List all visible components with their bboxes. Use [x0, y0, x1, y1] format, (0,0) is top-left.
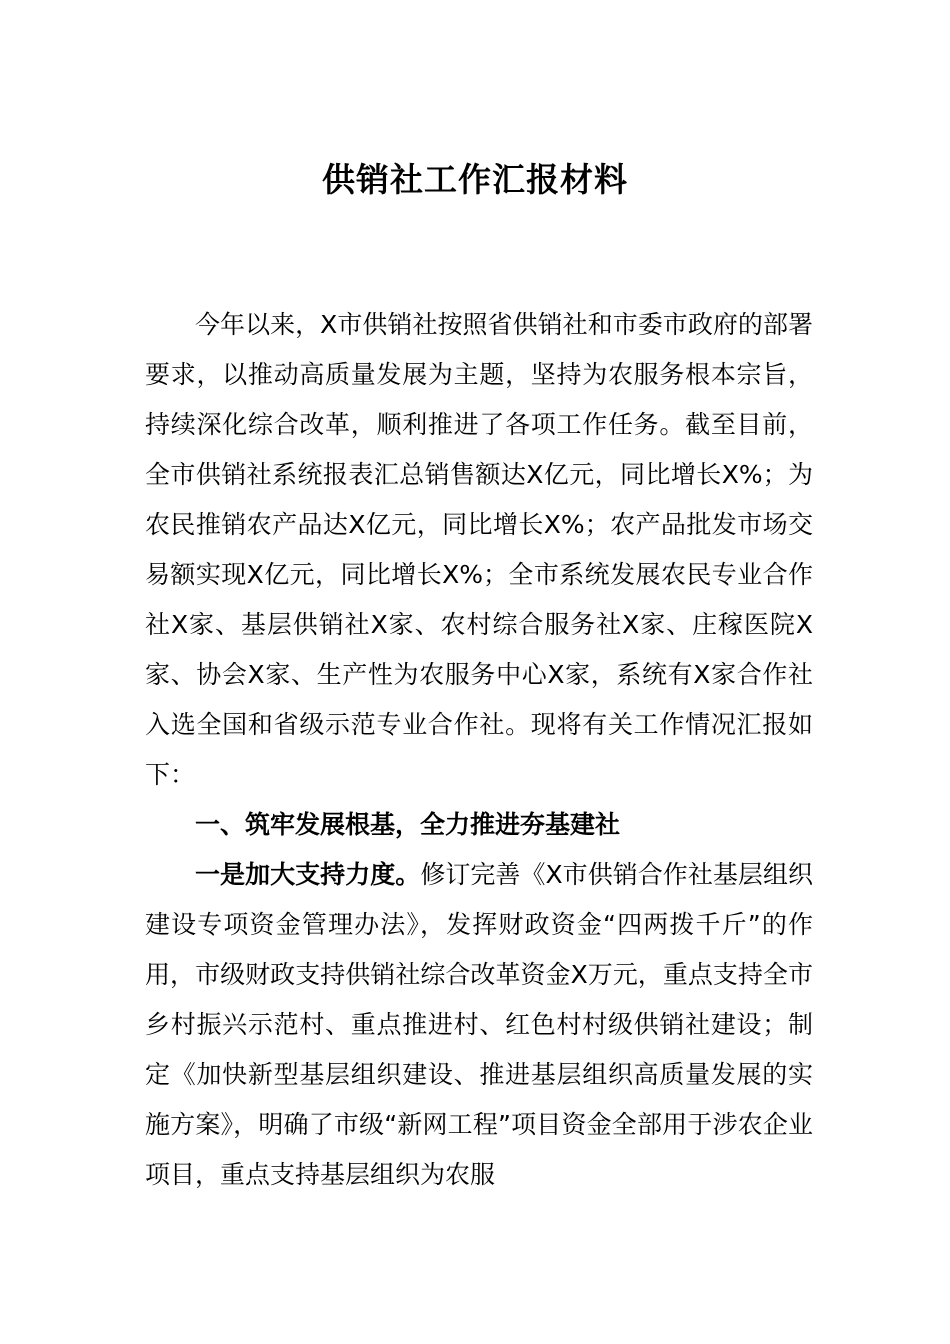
document-body [145, 300, 813, 1200]
section-heading: 一、筑牢发展根基，全力推进夯基建社 [195, 810, 621, 839]
document-title: 供销社工作汇报材料 [322, 160, 628, 199]
item-text: 修订完善《X市供销合作社基层组织建设专项资金管理办法》，发挥财政资金“四两拨千斤”的作用，市级财政支持供销社综合改革资金X万元，重点支持全市乡村振兴示范村、重点推进村、红色村村级供销社建设；制定《加快新型基层组织建设、推进基层组织高质量发展的实施方案》，明确了市级“新网工程”项目资金全部用于涉农企业项目，重点支持基层组织为农服 [145, 860, 813, 1189]
intro-paragraph: 今年以来，X市供销社按照省供销社和市委市政府的部署要求，以推动高质量发展为主题，坚持为农服务根本宗旨，持续深化综合改革，顺利推进了各项工作任务。截至目前，全市供销社系统报表汇总销售额达X亿元，同比增长X%；为农民推销农产品达X亿元，同比增长X%；农产品批发市场交易额实现X亿元，同比增长X%；全市系统发展农民专业合作社X家、基层供销社X家、农村综合服务社X家、庄稼医院X家、协会X家、生产性为农服务中心X家，系统有X家合作社入选全国和省级示范专业合作社。现将有关工作情况汇报如下： [145, 310, 813, 789]
item-lead: 一是加大支持力度。 [195, 860, 421, 889]
item-paragraph [145, 850, 813, 1200]
